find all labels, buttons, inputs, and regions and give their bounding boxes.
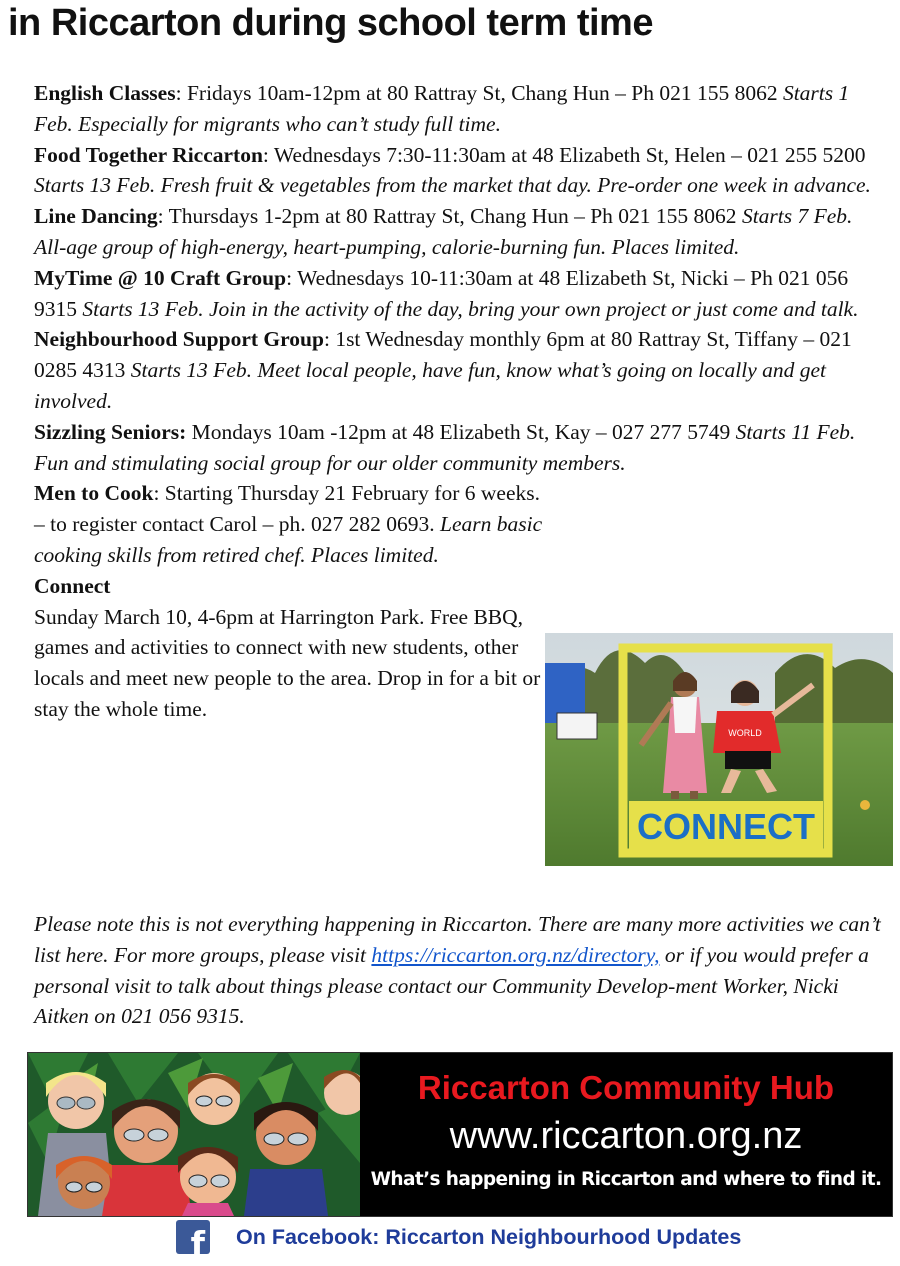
list-item: MyTime @ 10 Craft Group: Wednesdays 10-11:30am at 48 Elizabeth St, Nicki – Ph 021 056 9315 Starts 13 Feb. Join in the activity of the day, bring your own project or just come and talk. bbox=[34, 265, 859, 321]
activity-details: Fridays 10am-12pm at 80 Rattray St, Chang Hun – Ph 021 155 8062 bbox=[181, 81, 783, 105]
activity-note: Learn basic cooking skills from retired chef. Places limited. bbox=[34, 512, 543, 567]
hub-tagline: What’s happening in Riccarton and where to find it. bbox=[370, 1169, 882, 1190]
activity-details: Starting Thursday 21 February for 6 weeks. – to register contact Carol – ph. 027 282 0693. bbox=[34, 481, 540, 537]
activity-details: Wednesdays 10-11:30am at 48 Elizabeth St, Nicki – Ph 021 056 9315 bbox=[34, 265, 849, 321]
connect-event-photo bbox=[545, 633, 893, 866]
community-faces-artwork bbox=[28, 1053, 360, 1216]
list-item: Men to Cook: Starting Thursday 21 February for 6 weeks. – to register contact Carol – ph. 027 282 0693. Learn basic cooking skills from retired chef. Places limited. bbox=[34, 481, 543, 567]
activity-note: Starts 11 Feb. Fun and stimulating social group for our older community members. bbox=[34, 419, 856, 475]
activity-note: Starts 13 Feb. Meet local people, have fun, know what’s going on locally and get involved. bbox=[34, 358, 827, 413]
activity-note: Starts 1 Feb. Especially for migrants who can’t study full time. bbox=[34, 81, 850, 136]
list-item: Food Together Riccarton: Wednesdays 7:30-11:30am at 48 Elizabeth St, Helen – 021 255 5200 Starts 13 Feb. Fresh fruit & vegetables from the market that day. Pre-order one week in advance. bbox=[34, 142, 871, 198]
activity-details: Sunday March 10, 4-6pm at Harrington Park. Free BBQ, games and activities to connect with new students, other locals and meet new people to the area. Drop in for a bit or stay the whole time. bbox=[34, 604, 541, 721]
list-item bbox=[34, 417, 884, 479]
activity-details: Wednesdays 7:30-11:30am at 48 Elizabeth St, Helen – 021 255 5200 bbox=[268, 142, 866, 167]
activity-name: Men to Cook bbox=[34, 481, 154, 506]
list-item: English Classes: Fridays 10am-12pm at 80 Rattray St, Chang Hun – Ph 021 155 8062 Starts 1 Feb. Especially for migrants who can’t study full time. bbox=[34, 81, 850, 136]
closing-note: Please note this is not everything happening in Riccarton. There are many more activities we can’t list here. For more groups, please visit https://riccarton.org.nz/directory, or if you would prefer a personal visit to talk about things please contact our Community Develop-ment Worker, Nicki Aitken on 021 056 9315. bbox=[34, 912, 881, 1029]
connect-photo-illustration bbox=[545, 633, 893, 866]
activity-note: Starts 13 Feb. Fresh fruit & vegetables from the market that day. Pre-order one week in advance. bbox=[34, 173, 871, 198]
list-item: Line Dancing: Thursdays 1-2pm at 80 Rattray St, Chang Hun – Ph 021 155 8062 Starts 7 Feb. All-age group of high-energy, heart-pumping, calorie-burning fun. Places limited. bbox=[34, 204, 853, 259]
community-hub-banner bbox=[27, 1052, 893, 1217]
directory-link[interactable]: https://riccarton.org.nz/directory, bbox=[371, 942, 660, 967]
list-item: Neighbourhood Support Group: 1st Wednesday monthly 6pm at 80 Rattray St, Tiffany – 021 0285 4313 Starts 13 Feb. Meet local people, have fun, know what’s going on locally and get involved. bbox=[34, 327, 852, 413]
hub-website-url[interactable]: www.riccarton.org.nz bbox=[449, 1115, 803, 1157]
list-item bbox=[34, 571, 544, 725]
activity-name: English Classes bbox=[34, 81, 176, 105]
activity-note: Starts 13 Feb. Join in the activity of the day, bring your own project or just come and talk. bbox=[82, 296, 859, 321]
activity-note: Starts 7 Feb. All-age group of high-energy, heart-pumping, calorie-burning fun. Places limited. bbox=[34, 204, 853, 259]
activity-name: Neighbourhood Support Group bbox=[34, 327, 324, 352]
activity-details: Thursdays 1-2pm at 80 Rattray St, Chang Hun – Ph 021 155 8062 bbox=[163, 204, 742, 229]
facebook-icon[interactable]: f bbox=[176, 1220, 210, 1254]
facebook-page-name[interactable]: On Facebook: Riccarton Neighbourhood Updates bbox=[236, 1224, 742, 1249]
faces-illustration bbox=[28, 1053, 360, 1216]
shirt-print-text: WORLD bbox=[728, 728, 762, 738]
activity-name: Sizzling Seniors: bbox=[34, 419, 187, 444]
activity-name: MyTime @ 10 Craft Group bbox=[34, 265, 287, 290]
activity-list bbox=[34, 78, 884, 725]
activity-details: 1st Wednesday monthly 6pm at 80 Rattray St, Tiffany – 021 0285 4313 bbox=[34, 327, 852, 383]
connect-sign-text: CONNECT bbox=[637, 806, 815, 847]
activity-name: Line Dancing bbox=[34, 204, 158, 229]
page-title: in Riccarton during school term time bbox=[8, 2, 653, 44]
facebook-footer[interactable] bbox=[176, 1220, 741, 1254]
hub-title: Riccarton Community Hub bbox=[417, 1069, 835, 1106]
activity-name: Connect bbox=[34, 573, 111, 598]
activity-details: Mondays 10am -12pm at 48 Elizabeth St, Kay – 027 277 5749 bbox=[186, 419, 736, 444]
activity-name: Food Together Riccarton bbox=[34, 142, 263, 167]
